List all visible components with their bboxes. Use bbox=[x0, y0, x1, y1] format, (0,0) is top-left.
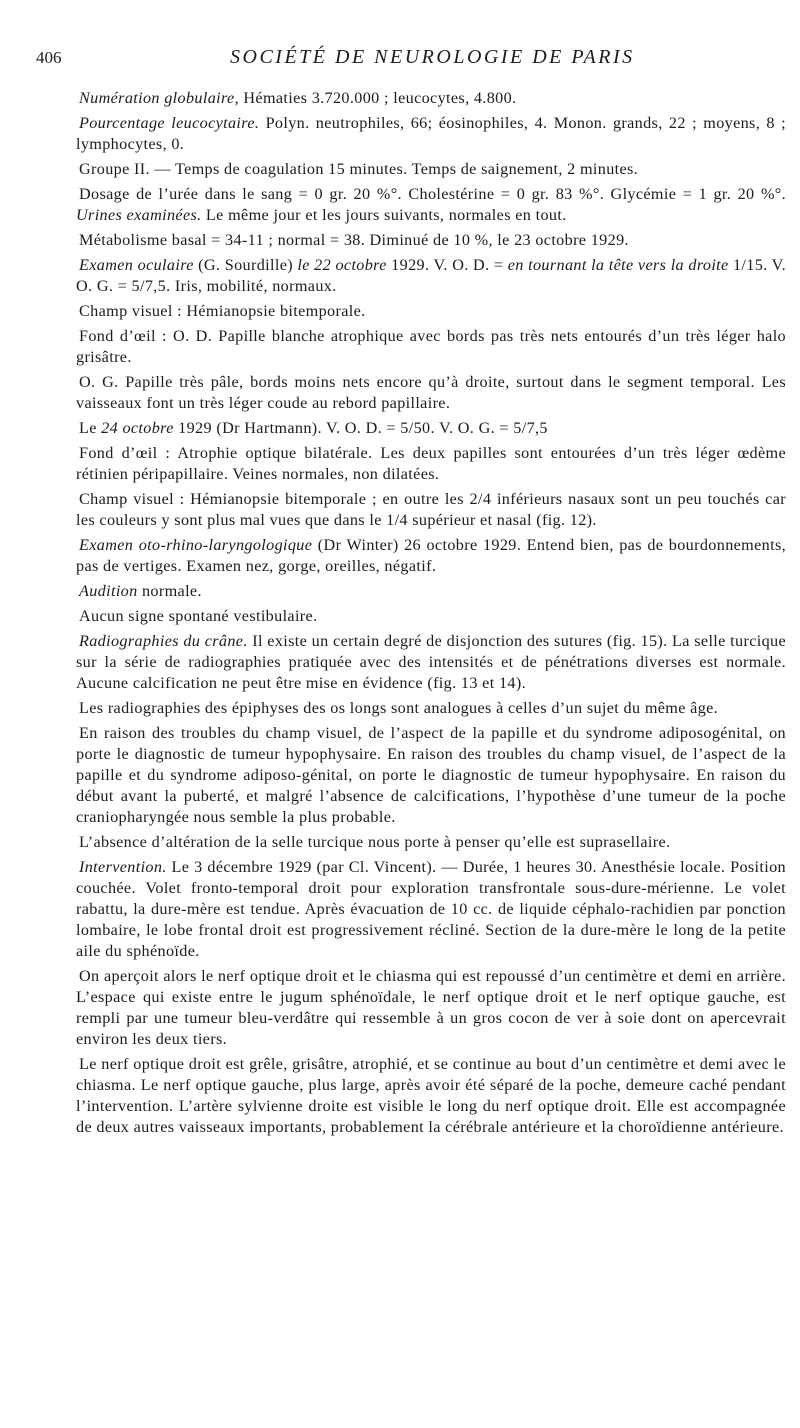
paragraph bbox=[76, 832, 786, 853]
paragraph bbox=[76, 631, 786, 694]
paragraph bbox=[76, 88, 786, 109]
paragraph bbox=[76, 606, 786, 627]
paragraph bbox=[76, 255, 786, 297]
paragraph-text: L’absence d’altération de la selle turcique nous porte à penser qu’elle est suprasellaire. bbox=[79, 833, 671, 851]
paragraph bbox=[76, 698, 786, 719]
paragraph-text: Métabolisme basal = 34-11 ; normal = 38. Diminué de 10 %, le 23 octobre 1929. bbox=[79, 231, 629, 249]
paragraph bbox=[76, 418, 786, 439]
paragraph bbox=[76, 372, 786, 414]
italic-lead: 24 octobre bbox=[101, 419, 174, 437]
paragraph-text: Il existe un certain degré de disjonction des sutures (fig. 15). La selle turcique sur la série de radiographies pratiquée avec des intensités et de pénétrations diverses est normale. Aucune calcification ne peut être mise en évidence (fig. 13 et 14). bbox=[76, 632, 787, 692]
paragraph-text: Polyn. neutrophiles, 66; éosinophiles, 4. Monon. grands, 22 ; moyens, 8 ; lymphocytes, 0. bbox=[76, 114, 786, 153]
italic-lead: Radiographies du crâne. bbox=[79, 632, 248, 650]
italic-lead: Intervention. bbox=[79, 858, 167, 876]
paragraph-text: (G. Sourdille) bbox=[193, 256, 298, 274]
paragraph bbox=[76, 443, 786, 485]
paragraph-text: O. G. Papille très pâle, bords moins nets encore qu’à droite, surtout dans le segment temporal. Les vaisseaux font un très léger coude au rebord papillaire. bbox=[76, 373, 786, 412]
italic-lead: Audition bbox=[79, 582, 138, 600]
paragraph bbox=[76, 581, 786, 602]
paragraph-text: Le même jour et les jours suivants, normales en tout. bbox=[201, 206, 567, 224]
paragraph bbox=[76, 535, 786, 577]
paragraph bbox=[76, 113, 786, 155]
paragraph bbox=[76, 159, 786, 180]
paragraph-text: Le 3 décembre 1929 (par Cl. Vincent). — Durée, 1 heures 30. Anesthésie locale. Position couchée. Volet fronto-temporal droit pour exploration transfrontale sous-dure-mérienne. Le volet rabattu, la dure-mère est tendue. Après évacuation de 10 cc. de liquide céphalo-rachidien par ponction lombaire, le lobe frontal droit est progressivement récliné. Section de la dure-mère le long de la petite aile du sphénoïde. bbox=[76, 858, 786, 960]
italic-lead: Examen oto-rhino-laryngologique bbox=[79, 536, 313, 554]
paragraph-text: Dosage de l’urée dans le sang = 0 gr. 20 %°. Cholestérine = 0 gr. 83 %°. Glycémie = 1 gr. 20 %°. bbox=[79, 185, 786, 203]
paragraph bbox=[76, 723, 786, 828]
paragraph bbox=[76, 326, 786, 368]
paragraph-text: Champ visuel : Hémianopsie bitemporale ; en outre les 2/4 inférieurs nasaux sont un peu touchés car les couleurs y sont plus mal vues que dans le 1/4 supérieur et nasal (fig. 12). bbox=[76, 490, 786, 529]
paragraph bbox=[76, 1054, 786, 1138]
paragraph-text: Groupe II. — Temps de coagulation 15 minutes. Temps de saignement, 2 minutes. bbox=[79, 160, 639, 178]
italic-lead: Numération globulaire, bbox=[79, 89, 239, 107]
paragraph bbox=[76, 857, 786, 962]
paragraph bbox=[76, 230, 786, 251]
running-head: SOCIÉTÉ DE NEUROLOGIE DE PARIS bbox=[230, 46, 635, 68]
paragraph-text: 1929. V. O. D. = bbox=[386, 256, 508, 274]
italic-lead: Examen oculaire bbox=[79, 256, 194, 274]
italic-lead: Pourcentage leucocytaire. bbox=[79, 114, 260, 132]
paragraph bbox=[76, 184, 786, 226]
italic-lead: Urines examinées. bbox=[76, 206, 202, 224]
paragraph-text: normale. bbox=[137, 582, 202, 600]
paragraph-text: Fond d’œil : O. D. Papille blanche atrophique avec bords pas très nets entourés d’un très léger halo grisâtre. bbox=[76, 327, 786, 366]
paragraph-text: Le bbox=[79, 419, 102, 437]
paragraph bbox=[76, 489, 786, 531]
italic-lead: en tournant la tête vers la droite bbox=[507, 256, 729, 274]
italic-lead: le 22 octobre bbox=[297, 256, 387, 274]
paragraph-text: Le nerf optique droit est grêle, grisâtre, atrophié, et se continue au bout d’un centimètre et demi avec le chiasma. Le nerf optique gauche, plus large, après avoir été séparé de la poche, demeure caché pendant l’intervention. L’artère sylvienne droite est visible le long du nerf optique droit. Elle est accompagnée de deux autres vaisseaux importants, probablement la cérébrale antérieure et la choroïdienne antérieure. bbox=[76, 1055, 786, 1136]
paragraph bbox=[76, 301, 786, 322]
paragraph-text: 1929 (Dr Hartmann). V. O. D. = 5/50. V. O. G. = 5/7,5 bbox=[173, 419, 548, 437]
article-body bbox=[76, 88, 786, 1142]
paragraph-text: Les radiographies des épiphyses des os longs sont analogues à celles d’un sujet du même âge. bbox=[79, 699, 719, 717]
paragraph-text: Hématies 3.720.000 ; leucocytes, 4.800. bbox=[238, 89, 517, 107]
paragraph-text: (Dr Winter) 26 octobre 1929. Entend bien, pas de bourdonnements, pas de vertiges. Examen nez, gorge, oreilles, négatif. bbox=[76, 536, 786, 575]
paragraph-text: Aucun signe spontané vestibulaire. bbox=[79, 607, 318, 625]
paragraph-text: En raison des troubles du champ visuel, de l’aspect de la papille et du syndrome adiposogénital, on porte le diagnostic de tumeur hypophysaire. En raison des troubles du champ visuel, de l’aspect de la papille et du syndrome adiposo-génital, on porte le diagnostic de tumeur hypophysaire. En raison du début avant la puberté, et malgré l’absence de calcifications, l’hypothèse d’une tumeur de la poche craniopharyngée nous semble la plus probable. bbox=[76, 724, 786, 826]
page-number: 406 bbox=[36, 48, 62, 67]
paragraph bbox=[76, 966, 786, 1050]
paragraph-text: 1/15. V. O. G. = 5/7,5. Iris, mobilité, normaux. bbox=[76, 256, 786, 295]
paragraph-text: Champ visuel : Hémianopsie bitemporale. bbox=[79, 302, 366, 320]
paragraph-text: On aperçoit alors le nerf optique droit et le chiasma qui est repoussé d’un centimètre et demi en arrière. L’espace qui existe entre le jugum sphénoïdale, le nerf optique droit et le nerf optique gauche, est rempli par une tumeur bleu-verdâtre qui ressemble à un gros cocon de ver à soie dont on apercevrait environ les deux tiers. bbox=[76, 967, 786, 1048]
paragraph-text: Fond d’œil : Atrophie optique bilatérale. Les deux papilles sont entourées d’un très léger œdème rétinien péripapillaire. Veines normales, non dilatées. bbox=[76, 444, 786, 483]
